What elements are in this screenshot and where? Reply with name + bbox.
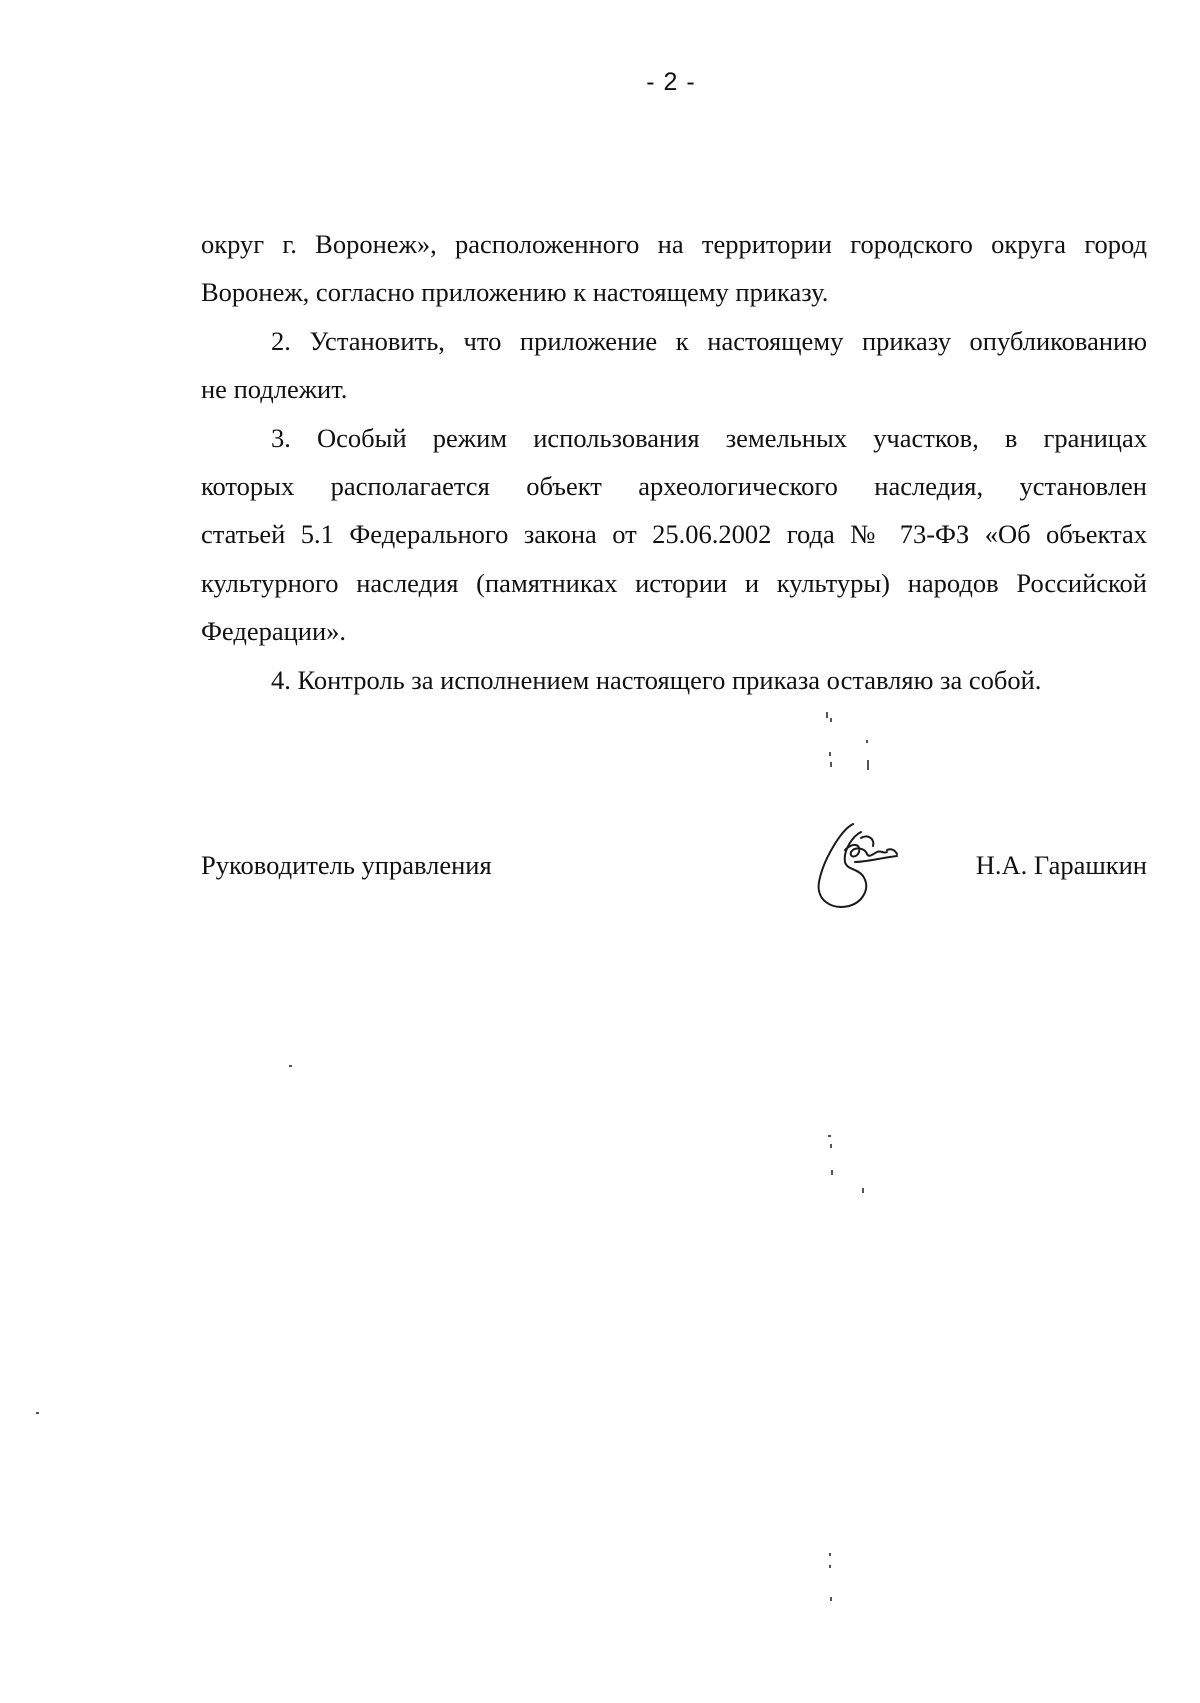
paragraph-2-line-2: не подлежит. [201, 374, 348, 405]
paragraph-3-line-3: статьей 5.1 Федерального закона от 25.06.2002 года № 73-ФЗ «Об объектах [201, 519, 1147, 550]
page-number: - 2 - [646, 68, 696, 96]
paragraph-3-line-2: которых располагается объект археологического наследия, установлен [201, 471, 1147, 502]
signatory-name: Н.А. Гарашкин [975, 850, 1147, 880]
paragraph-1 [201, 220, 1147, 317]
document-body [201, 220, 1147, 704]
paragraph-3-line-5: Федерации». [201, 616, 347, 647]
paragraph-1-line-2: Воронеж, согласно приложению к настоящему приказу. [201, 277, 829, 308]
signature-block [201, 850, 1147, 930]
paragraph-2-line-1: 2. Установить, что приложение к настоящему приказу опубликованию [271, 325, 1147, 356]
signatory-position: Руководитель управления [201, 850, 492, 880]
paragraph-3-line-4: культурного наследия (памятниках истории и культуры) народов Российской [201, 567, 1147, 598]
paragraph-1-line-1: округ г. Воронеж», расположенного на территории городского округа город [201, 229, 1147, 259]
paragraph-3 [201, 414, 1147, 656]
paragraph-2 [201, 317, 1147, 414]
handwritten-signature [801, 810, 911, 920]
paragraph-3-line-1: 3. Особый режим использования земельных участков, в границах [271, 422, 1147, 453]
paragraph-4-line-1: 4. Контроль за исполнением настоящего приказа оставляю за собой. [271, 664, 1042, 695]
paragraph-4 [201, 656, 1147, 704]
